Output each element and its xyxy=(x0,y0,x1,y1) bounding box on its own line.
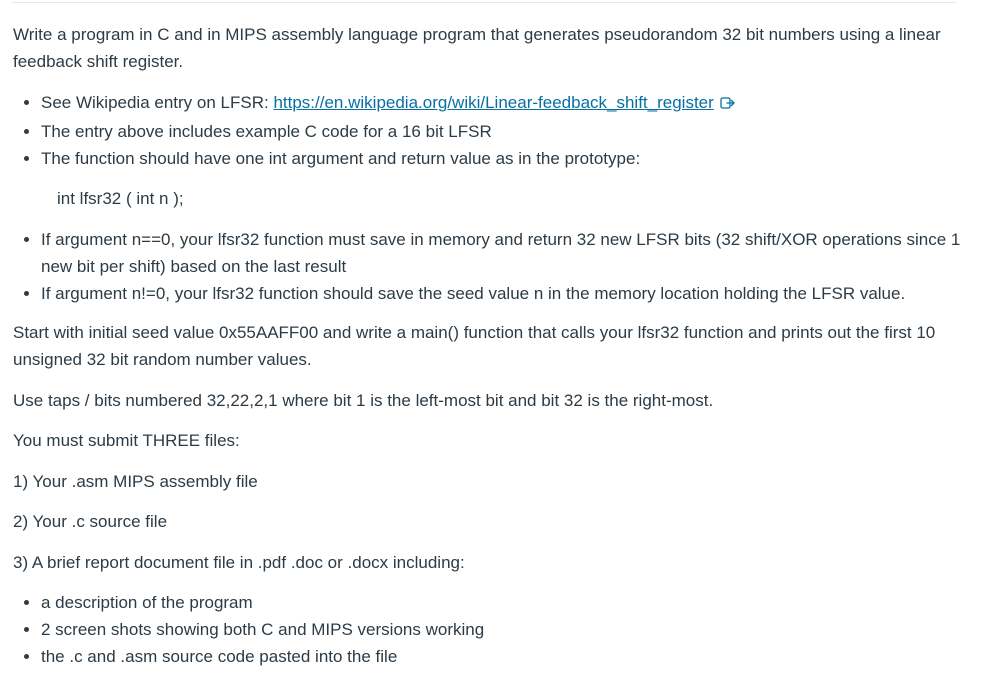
lfsr-info-list xyxy=(13,89,963,172)
file-asm-item: 1) Your .asm MIPS assembly file xyxy=(13,472,258,491)
list-item: • The function should have one int argument and return value as in the prototype: xyxy=(41,145,963,172)
wikipedia-prefix: See Wikipedia entry on LFSR: xyxy=(41,93,274,112)
list-item: • the .c and .asm source code pasted into the file xyxy=(41,643,963,670)
taps-paragraph: Use taps / bits numbered 32,22,2,1 where bit 1 is the left-most bit and bit 32 is the right-most. xyxy=(13,391,714,410)
report-contents-list xyxy=(13,589,963,670)
top-divider xyxy=(12,2,956,3)
file-c-item: 2) Your .c source file xyxy=(13,512,168,531)
function-prototype: int lfsr32 ( int n ); xyxy=(57,189,184,208)
external-link-icon[interactable] xyxy=(720,91,736,118)
seed-paragraph: Start with initial seed value 0x55AAFF00 and write a main() function that calls your lfsr32 function and prints out the first 10 unsigned 32 bit random number values. xyxy=(13,323,936,369)
assignment-body xyxy=(13,21,963,670)
wikipedia-lfsr-link[interactable]: https://en.wikipedia.org/wiki/Linear-feedback_shift_register xyxy=(273,93,714,112)
list-item: • The entry above includes example C code for a 16 bit LFSR xyxy=(41,118,963,145)
list-item: • a description of the program xyxy=(41,589,963,616)
argument-rules-list xyxy=(13,226,963,307)
file-report-item: 3) A brief report document file in .pdf .doc or .docx including: xyxy=(13,553,465,572)
list-item: • 2 screen shots showing both C and MIPS versions working xyxy=(41,616,963,643)
intro-paragraph: Write a program in C and in MIPS assembly language program that generates pseudorandom 32 bit numbers using a linear feedback shift register. xyxy=(13,25,941,71)
list-item: • If argument n==0, your lfsr32 function must save in memory and return 32 new LFSR bits (32 shift/XOR operations since 1 new bit per shift) based on the last result xyxy=(41,226,963,280)
submit-paragraph: You must submit THREE files: xyxy=(13,431,240,450)
list-item xyxy=(41,89,963,118)
list-item: • If argument n!=0, your lfsr32 function should save the seed value n in the memory location holding the LFSR value. xyxy=(41,280,963,307)
